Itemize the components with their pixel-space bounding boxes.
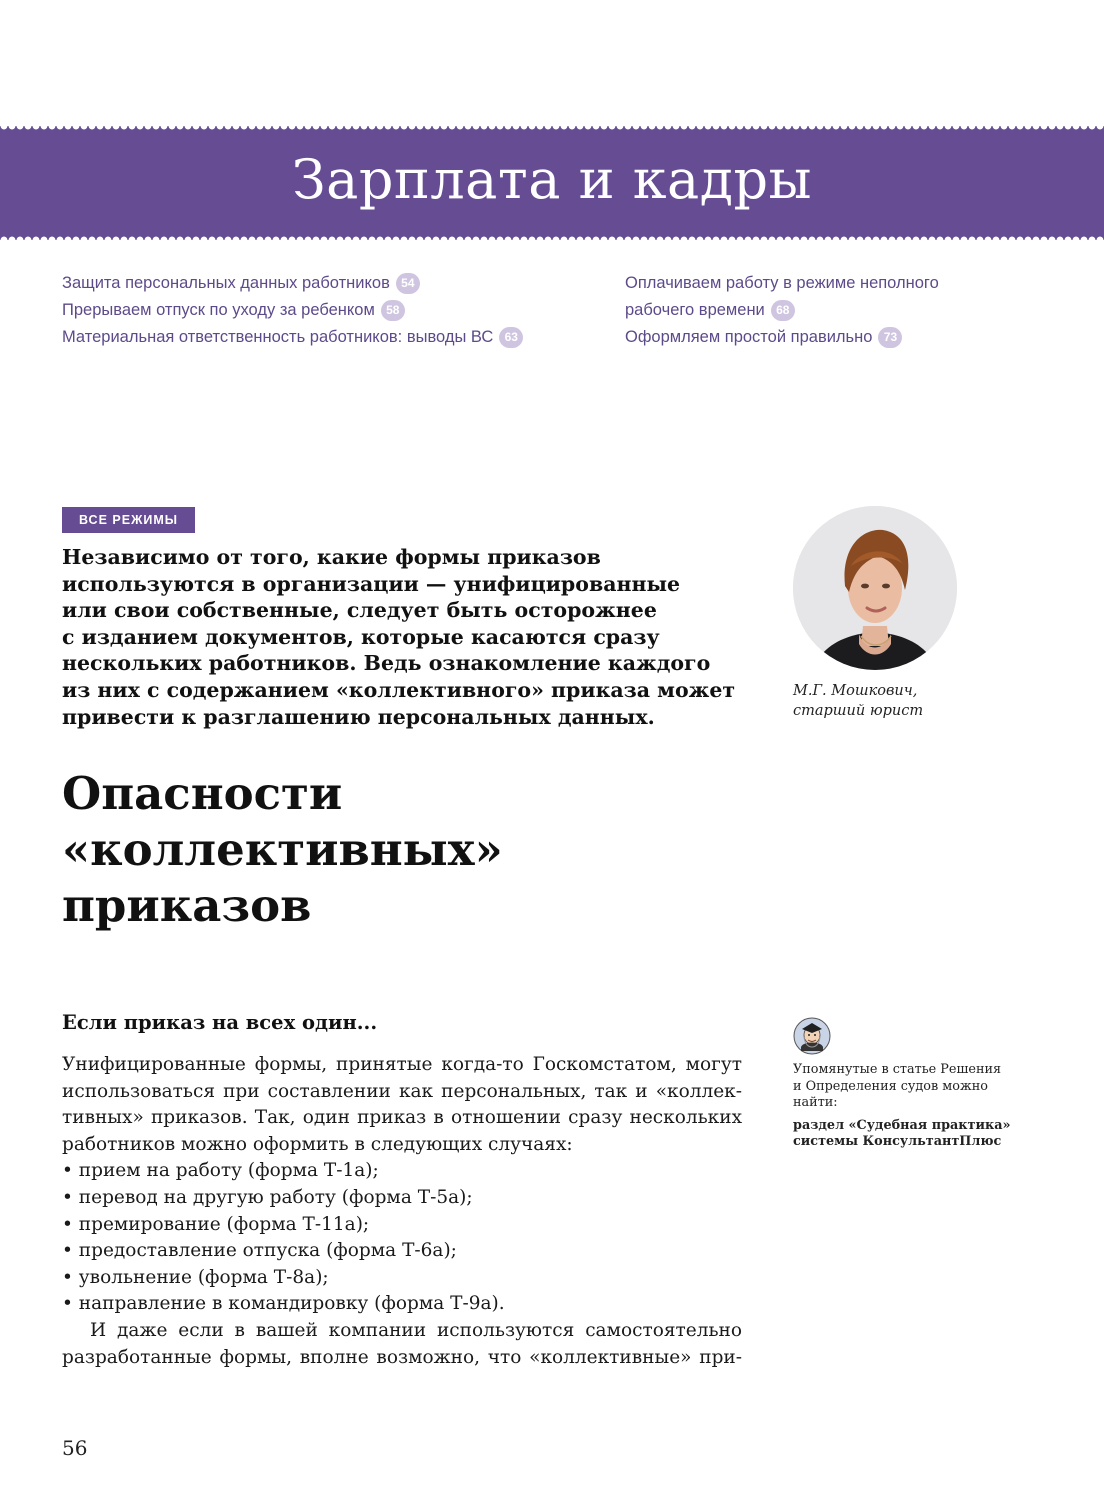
toc-item[interactable]: Оформляем простой правильно 73 — [625, 324, 1045, 351]
toc-page-badge[interactable]: 54 — [396, 273, 420, 294]
list-item: • увольнение (форма Т-8а); — [62, 1266, 329, 1288]
toc-right-column — [625, 270, 1045, 351]
section-subheading: Если приказ на всех один... — [62, 1011, 378, 1034]
toc-page-badge[interactable]: 58 — [381, 300, 405, 321]
article-body — [62, 1052, 742, 1371]
toc-item[interactable]: Материальная ответственность работников: выводы ВС 63 — [62, 324, 602, 351]
toc-page-badge[interactable]: 63 — [499, 327, 523, 348]
body-line: разработанные формы, вполне возможно, что «коллективные» при- — [62, 1346, 742, 1368]
toc-item[interactable]: Защита персональных данных работников 54 — [62, 270, 602, 297]
body-line: Унифицированные формы, принятые когда-то Госкомстатом, могут — [62, 1054, 742, 1075]
article-title: Опасности «коллективных» приказов — [62, 767, 503, 932]
page-number: 56 — [62, 1436, 88, 1460]
toc-left-column — [62, 270, 602, 351]
body-line: тивных» приказов. Так, один приказ в отношении сразу нескольких — [62, 1107, 742, 1129]
author-caption — [793, 681, 923, 721]
author-portrait — [793, 506, 957, 670]
toc-item[interactable]: Оплачиваем работу в режиме неполного — [625, 274, 939, 292]
judge-icon — [793, 1017, 831, 1055]
section-title: Зарплата и кадры — [291, 148, 813, 211]
list-item: • прием на работу (форма Т-1а); — [62, 1160, 379, 1182]
banner-scalloped-edge-top — [0, 122, 1104, 130]
author-photo-illustration — [793, 506, 957, 670]
list-item: • премирование (форма Т-11а); — [62, 1213, 370, 1235]
toc-page-badge[interactable]: 68 — [771, 300, 795, 321]
toc-page-badge[interactable]: 73 — [878, 327, 902, 348]
lead-paragraph: Независимо от того, какие формы приказов используются в организации — унифицированные или свои собственные, следует быть осторожнее с изданием документов, которые касаются сразу нескольких работников. Ведь ознакомление каждого из них с содержанием «коллективного» приказа может привести к разглашению персональных данных. — [62, 545, 736, 729]
side-note: Упомянутые в статье Решения и Определения судов можно найти: раздел «Судебная практика» системы КонсультантПлюс — [793, 1062, 1011, 1149]
author-name: М.Г. Мошкович, — [793, 683, 918, 699]
toc-item[interactable]: рабочего времени 68 — [625, 297, 1045, 324]
list-item: • перевод на другую работу (форма Т-5а); — [62, 1186, 473, 1208]
list-item: • направление в командировку (форма Т-9а). — [62, 1293, 505, 1315]
body-line: И даже если в вашей компании используются самостоятельно — [90, 1319, 742, 1341]
body-line: использоваться при составлении как персональных, так и «коллек- — [62, 1080, 742, 1102]
banner-scalloped-edge-bottom — [0, 236, 1104, 244]
author-role: старший юрист — [793, 703, 924, 719]
toc-item[interactable]: Прерываем отпуск по уходу за ребенком 58 — [62, 297, 602, 324]
list-item: • предоставление отпуска (форма Т-6а); — [62, 1240, 457, 1262]
section-banner — [0, 126, 1104, 240]
category-tag: ВСЕ РЕЖИМЫ — [62, 507, 195, 533]
body-line: работников можно оформить в следующих случаях: — [62, 1133, 573, 1155]
